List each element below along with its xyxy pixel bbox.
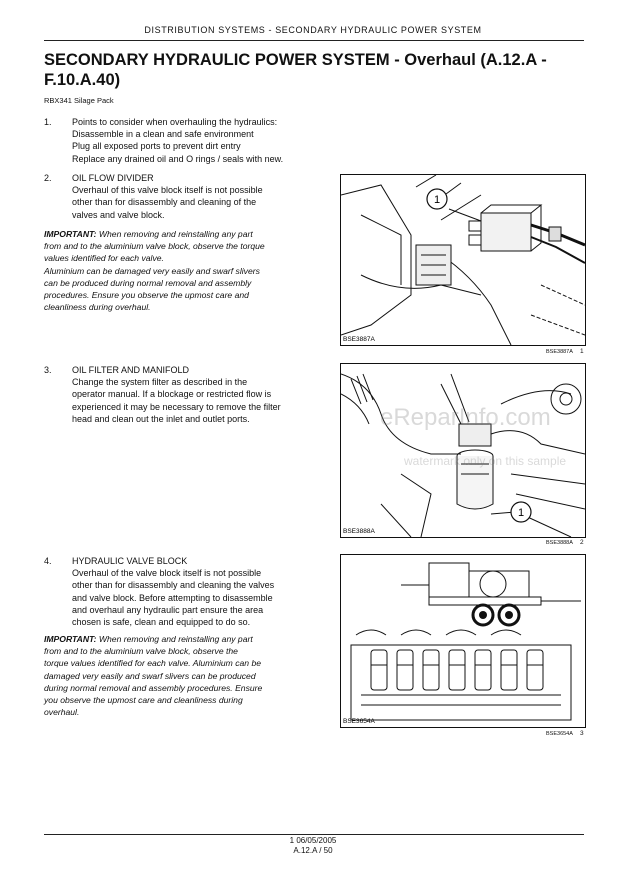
figure-inner-label: BSE3887A xyxy=(343,336,375,343)
step-2-line: Overhaul of this valve block itself is not possible xyxy=(72,185,263,196)
step-3-number: 3. xyxy=(44,365,52,375)
watermark-subtext: watermark only on this sample xyxy=(404,454,567,468)
step-2-line: other than for disassembly and cleaning of the xyxy=(72,197,257,208)
step-3-line: experienced it may be necessary to remove the filter xyxy=(72,401,281,412)
figure-3-number: 3 xyxy=(580,730,584,737)
valve-block-illustration xyxy=(341,555,585,727)
step-2-number: 2. xyxy=(44,173,52,183)
step-4-text xyxy=(72,555,274,628)
step-2-line: valves and valve block. xyxy=(72,209,165,220)
step-4-line: Overhaul of the valve block itself is not possible xyxy=(72,568,262,579)
footer-date: 1 06/05/2005 xyxy=(289,836,337,845)
important-line: from and to the aluminium valve block, observe the xyxy=(44,646,238,657)
figure-3-caption: BSE3654A xyxy=(546,731,573,737)
step-3-text xyxy=(72,364,281,425)
step-2-text xyxy=(72,172,263,221)
running-header: DISTRIBUTION SYSTEMS - SECONDARY HYDRAULIC POWER SYSTEM xyxy=(144,25,482,35)
figure-2-caption: BSE3888A xyxy=(546,540,573,546)
figure-oil-flow-divider xyxy=(340,174,586,346)
step-3-line: head and clean out the inlet and outlet ports. xyxy=(72,413,250,424)
step-2-heading: OIL FLOW DIVIDER xyxy=(72,173,154,183)
step-2-important xyxy=(44,228,334,313)
oil-flow-divider-illustration xyxy=(341,175,585,345)
step-4-heading: HYDRAULIC VALVE BLOCK xyxy=(72,556,188,566)
callout-label: 1 xyxy=(517,507,525,519)
figure-2-number: 2 xyxy=(580,539,584,546)
page-title xyxy=(44,50,584,90)
important-line: cleanliness during overhaul. xyxy=(44,302,151,313)
important-line: Aluminium can be damaged very easily and swarf slivers xyxy=(44,265,260,276)
step-1-line: Points to consider when overhauling the hydraulics: xyxy=(72,117,278,127)
step-3-line: operator manual. If a blockage or restricted flow is xyxy=(72,389,272,400)
important-line: When removing and reinstalling any part xyxy=(98,634,253,644)
figure-inner-label: BSE3888A xyxy=(343,528,375,535)
figure-oil-filter-manifold xyxy=(340,363,586,538)
footer-page-number: A.12.A / 50 xyxy=(293,846,333,855)
important-line: torque values identified for each valve. Aluminium can be xyxy=(44,658,262,669)
important-line: damaged very easily and swarf slivers can be produced xyxy=(44,670,256,681)
step-4-important xyxy=(44,633,334,718)
page-title-line-1: SECONDARY HYDRAULIC POWER SYSTEM - Overhaul (A.12.A - xyxy=(44,51,547,69)
step-4-line: and overhaul any hydraulic part ensure the area xyxy=(72,604,264,615)
figure-hydraulic-valve-block xyxy=(340,554,586,728)
important-line: can be produced during normal removal and assembly xyxy=(44,277,252,288)
step-1-line: Plug all exposed ports to prevent dirt entry xyxy=(72,141,241,152)
model-subtitle: RBX341 Silage Pack xyxy=(44,96,114,105)
step-3-heading: OIL FILTER AND MANIFOLD xyxy=(72,365,190,375)
header-divider xyxy=(44,40,584,41)
step-4-number: 4. xyxy=(44,556,52,566)
important-line: values identified for each valve. xyxy=(44,253,164,264)
step-1-line: Replace any drained oil and O rings / seals with new. xyxy=(72,153,284,164)
step-4-line: and valve block. Before attempting to disassemble xyxy=(72,592,273,603)
important-line: you observe the upmost care and cleanliness during xyxy=(44,695,243,706)
step-3-line: Change the system filter as described in the xyxy=(72,377,248,388)
important-line: procedures. Ensure you observe the upmost care and xyxy=(44,290,249,301)
callout-label: 1 xyxy=(433,194,441,206)
page-title-line-2: F.10.A.40) xyxy=(44,71,121,89)
valve-spools xyxy=(371,650,543,690)
important-line: overhaul. xyxy=(44,707,80,718)
important-line: When removing and reinstalling any part xyxy=(98,229,253,239)
footer-divider xyxy=(44,834,584,835)
step-4-line: other than for disassembly and cleaning the valves xyxy=(72,580,275,591)
step-1-number: 1. xyxy=(44,117,52,127)
important-line: from and to the aluminium valve block, observe the torque xyxy=(44,241,265,252)
figure-inner-label: BSE3654A xyxy=(343,718,375,725)
figure-1-caption: BSE3887A xyxy=(546,349,573,355)
watermark-text: eReparInfo.com xyxy=(380,404,551,431)
figure-1-number: 1 xyxy=(580,348,584,355)
step-1-text xyxy=(72,116,283,165)
important-line: during normal removal and assembly procedures. Ensure xyxy=(44,682,263,693)
important-label: IMPORTANT: xyxy=(44,229,97,239)
important-label: IMPORTANT: xyxy=(44,634,97,644)
step-1-line: Disassemble in a clean and safe environment xyxy=(72,129,254,140)
step-4-line: chosen is safe, clean and equipped to do so. xyxy=(72,617,251,628)
oil-filter-illustration xyxy=(341,364,585,537)
